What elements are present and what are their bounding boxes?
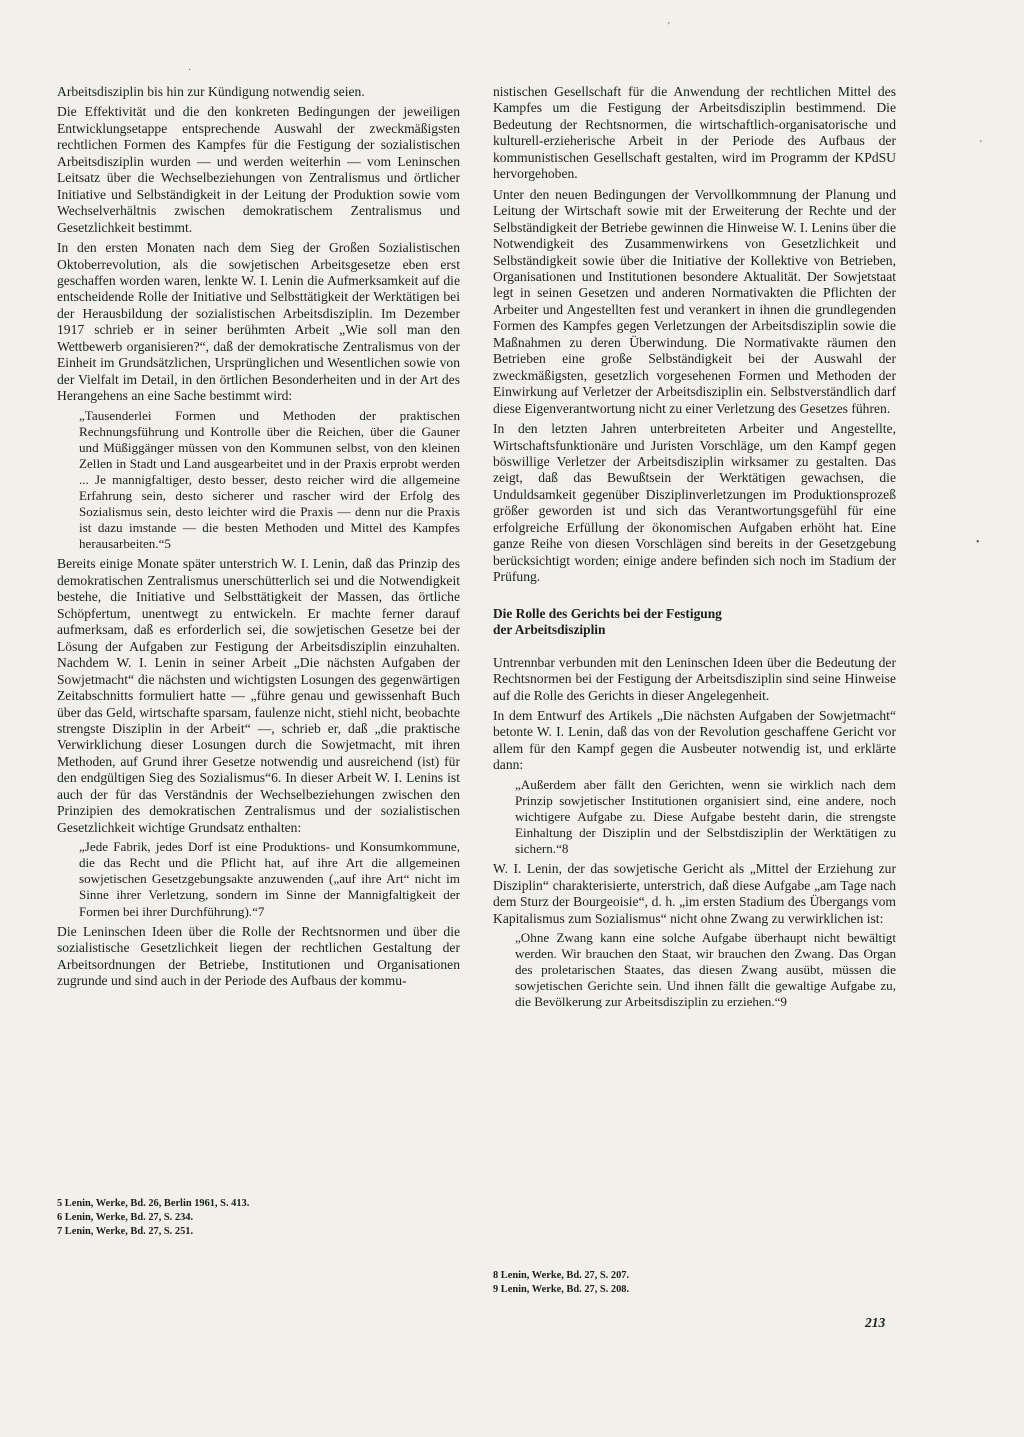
right-paragraph-1: nistischen Gesellschaft für die Anwendung der rechtlichen Mittel des Kampfes um die Festigung der Arbeitsdisziplin bestimmend. Die Bedeutung der Rechtsnormen, die wirtschaftlich-organisatorische und kulturell-erzieherische Arbeit in der Periode des Aufbaus der kommunistischen Gesellschaft gestalten, wird im Programm der KPdSU hervorgehoben. [493, 84, 896, 182]
right-paragraph-4: Untrennbar verbunden mit den Leninschen Ideen über die Bedeutung der Rechtsnormen bei der Festigung der Arbeitsdisziplin sind seine Hinweise auf die Rolle des Gerichts in dieser Angelegenheit. [493, 654, 896, 703]
page-number: 213 [865, 1315, 886, 1330]
left-quote-2: „Jede Fabrik, jedes Dorf ist eine Produktions- und Konsumkommune, die das Recht und die Pflicht hat, auf ihre Art die allgemeinen sowjetischen Gesetzgebungsakte anzuwenden („auf ihre Art“ nicht im Sinne ihrer Verletzung, sondern im Sinne der Mannigfaltigkeit der Formen bei ihrer Durchführung).“7 [79, 839, 460, 919]
section-heading-line-2: der Arbeitsdisziplin [493, 622, 606, 638]
scan-speck: ' [668, 21, 670, 32]
scan-speck: ' [980, 139, 982, 150]
scan-speck: • [976, 537, 980, 548]
left-paragraph-2: Die Effektivität und die den konkreten Bedingungen der jeweiligen Entwicklungsetappe entsprechende Auswahl der zweckmäßigsten rechtlichen Formen des Kampfes für die Festigung der sozialistischen Arbeitsdisziplin wurden — und werden weiterhin — vom Leninschen Leitsatz über die Wechselbeziehungen von Zentralismus und örtlicher Initiative und Selbständigkeit in der Leitung der Produktion sowie vom Wechselverhältnis zwischen demokratischem Zentralismus und Gesetzlichkeit bestimmt. [57, 104, 460, 235]
scan-speck: · [188, 65, 192, 76]
left-footnotes [57, 1197, 460, 1239]
left-paragraph-1: Arbeitsdisziplin bis hin zur Kündigung notwendig seien. [57, 84, 365, 99]
right-paragraph-5: In dem Entwurf des Artikels „Die nächsten Aufgaben der Sowjetmacht“ betonte W. I. Lenin, daß das von der Revolution geschaffene Gericht vor allem für den Kampf gegen die Ausbeuter notwendig ist, und erklärte dann: [493, 707, 896, 773]
left-quote-1: „Tausenderlei Formen und Methoden der praktischen Rechnungsführung und Kontrolle über die Reichen, über die Gauner und Müßiggänger müssen von den Kommunen selbst, von den kleinen Zellen in Stadt und Land ausgearbeitet und in der Praxis erprobt werden ... Je mannigfaltiger, desto besser, desto reicher wird die allgemeine Erfahrung sein, desto sicherer und rascher wird der Erfolg des Sozialismus sein, desto leichter wird die Praxis — denn nur die Praxis ist dazu imstande — die besten Methoden und Mittel des Kampfes herausarbeiten.“5 [79, 407, 460, 552]
left-paragraph-5: Die Leninschen Ideen über die Rolle der Rechtsnormen und über die sozialistische Gesetzlichkeit liegen der rechtlichen Gestaltung der Arbeitsordnungen der Betriebe, Institutionen und Organisationen zugrunde und sind auch in der Periode des Aufbaus der kommu- [57, 923, 460, 988]
footnote-8: 8 Lenin, Werke, Bd. 27, S. 207. [493, 1270, 630, 1281]
footnote-7: 7 Lenin, Werke, Bd. 27, S. 251. [57, 1226, 194, 1237]
section-heading-line-1: Die Rolle des Gerichts bei der Festigung [493, 605, 722, 621]
right-footnotes [493, 1269, 896, 1297]
left-paragraph-4: Bereits einige Monate später unterstrich W. I. Lenin, daß das Prinzip des demokratischen Zentralismus unerschütterlich sei und die Notwendigkeit bestehe, die Initiative und Selbsttätigkeit der Massen, das örtliche Schöpfertum, unentwegt zu entwickeln. Er machte ferner darauf aufmerksam, daß es erforderlich sei, die sowjetischen Gesetze bei der Lösung der Aufgaben zur Festigung der Arbeitsdisziplin einzuhalten. Nachdem W. I. Lenin in seiner Arbeit „Die nächsten Aufgaben der Sowjetmacht“ die nächsten und wichtigsten Losungen des gegenwärtigen Zeitabschnitts formuliert hatte — „führe genau und gewissenhaft Buch über das Geld, wirtschafte sparsam, faulenze nicht, stiehl nicht, beobachte strengste Disziplin in der Arbeit“ —, schrieb er, daß „die praktische Verwirklichung dieser Losungen durch die Sowjetmacht, mit ihren Methoden, auf Grund ihrer Gesetze notwendig und ausreichend (ist) für den endgültigen Sieg des Sozialismus“6. In dieser Arbeit W. I. Lenins ist auch der für das Verständnis der Wechselbeziehungen zwischen den Prinzipien des demokratischen Zentralismus und der sozialistischen Gesetzlichkeit wichtige Grundsatz enthalten: [57, 556, 460, 835]
right-paragraph-6: W. I. Lenin, der das sowjetische Gericht als „Mittel der Erziehung zur Disziplin“ charakterisierte, unterstrich, daß diese Aufgabe „am Tage nach dem Sturz der Bourgeoisie“, d. h. „im ersten Stadium des Übergangs vom Kapitalismus zum Sozialismus“ nicht ohne Zwang zu verwirklichen ist: [493, 861, 896, 926]
footnote-6: 6 Lenin, Werke, Bd. 27, S. 234. [57, 1212, 194, 1223]
right-column [493, 84, 896, 1015]
footnote-5: 5 Lenin, Werke, Bd. 26, Berlin 1961, S. 413. [57, 1198, 250, 1209]
right-quote-1: „Außerdem aber fällt den Gerichten, wenn sie wirklich nach dem Prinzip sowjetischer Institutionen organisiert sind, eine andere, noch wichtigere Aufgabe zu. Diese Aufgabe besteht darin, die strengste Einhaltung der Disziplin und der Selbstdisziplin der Werktätigen zu sichern.“8 [515, 776, 896, 857]
right-quote-2: „Ohne Zwang kann eine solche Aufgabe überhaupt nicht bewältigt werden. Wir brauchen den Staat, wir brauchen den Zwang. Das Organ des proletarischen Staates, das diesen Zwang ausübt, müssen die sowjetischen Gerichte sein. Und ihnen fällt die gewaltige Aufgabe zu, die Bevölkerung zur Arbeitsdisziplin zu erziehen.“9 [515, 930, 896, 1010]
right-paragraph-2: Unter den neuen Bedingungen der Vervollkommnung der Planung und Leitung der Wirtschaft sowie mit der Erweiterung der Rechte und der Selbständigkeit der Betriebe gewinnen die Hinweise W. I. Lenins über die Notwendigkeit des Zusammenwirkens von Gesetzlichkeit und Selbständigkeit sowie über die Initiative der Kollektive von Betrieben, Organisationen und Institutionen besondere Aktualität. Der Sowjetstaat legt in seinen Gesetzen und anderen Normativakten die Pflichten der Arbeiter und Angestellten fest und verankert in ihnen die grundlegenden Formen des Kampfes gegen Verletzungen der Arbeitsdisziplin sowie die Maßnahmen zu deren Überwindung. Die Normativakte räumen den Betrieben eine große Selbständigkeit bei der Auswahl der zweckmäßigsten, gesetzlich vorgesehenen Formen und Methoden der Einwirkung auf Verletzer der Arbeitsdisziplin ein. Selbstverständlich darf diese Eigenverantwortung nicht zu einer Verletzung des Gesetzes führen. [493, 186, 896, 416]
section-heading [493, 606, 896, 639]
footnote-9: 9 Lenin, Werke, Bd. 27, S. 208. [493, 1284, 630, 1295]
left-column [57, 84, 460, 989]
right-paragraph-3: In den letzten Jahren unterbreiteten Arbeiter und Angestellte, Wirtschaftsfunktionäre und Juristen Vorschläge, um den Kampf gegen böswillige Verletzer der Arbeitsdisziplin wirksamer zu gestalten. Das zeigt, daß das Bewußtsein der Werktätigen gewachsen, die Unduldsamkeit gegenüber Disziplinverletzungen im Produktionsprozeß größer geworden ist und sich das Verantwortungsgefühl für eine erfolgreiche Erfüllung der ökonomischen Aufgaben erhöht hat. Eine ganze Reihe von diesen Vorschlägen sind bereits in der Gesetzgebung berücksichtigt worden; einige andere befinden sich noch im Stadium der Prüfung. [493, 421, 896, 585]
left-paragraph-3: In den ersten Monaten nach dem Sieg der Großen Sozialistischen Oktoberrevolution, als die sowjetischen Arbeitsgesetze eben erst geschaffen worden waren, lenkte W. I. Lenin die Aufmerksamkeit auf die entscheidende Rolle der Initiative und Selbsttätigkeit der Werktätigen bei der Herausbildung der sozialistischen Arbeitsdisziplin. Im Dezember 1917 schrieb er in seiner berühmten Arbeit „Wie soll man den Wettbewerb organisieren?“, daß der demokratische Zentralismus von der Einheit im Grundsätzlichen, Ursprünglichen und Wesentlichen sowie von der Vielfalt im Detail, in den örtlichen Besonderheiten und in der Art des Herangehens an eine Sache bestimmt wird: [57, 240, 460, 404]
